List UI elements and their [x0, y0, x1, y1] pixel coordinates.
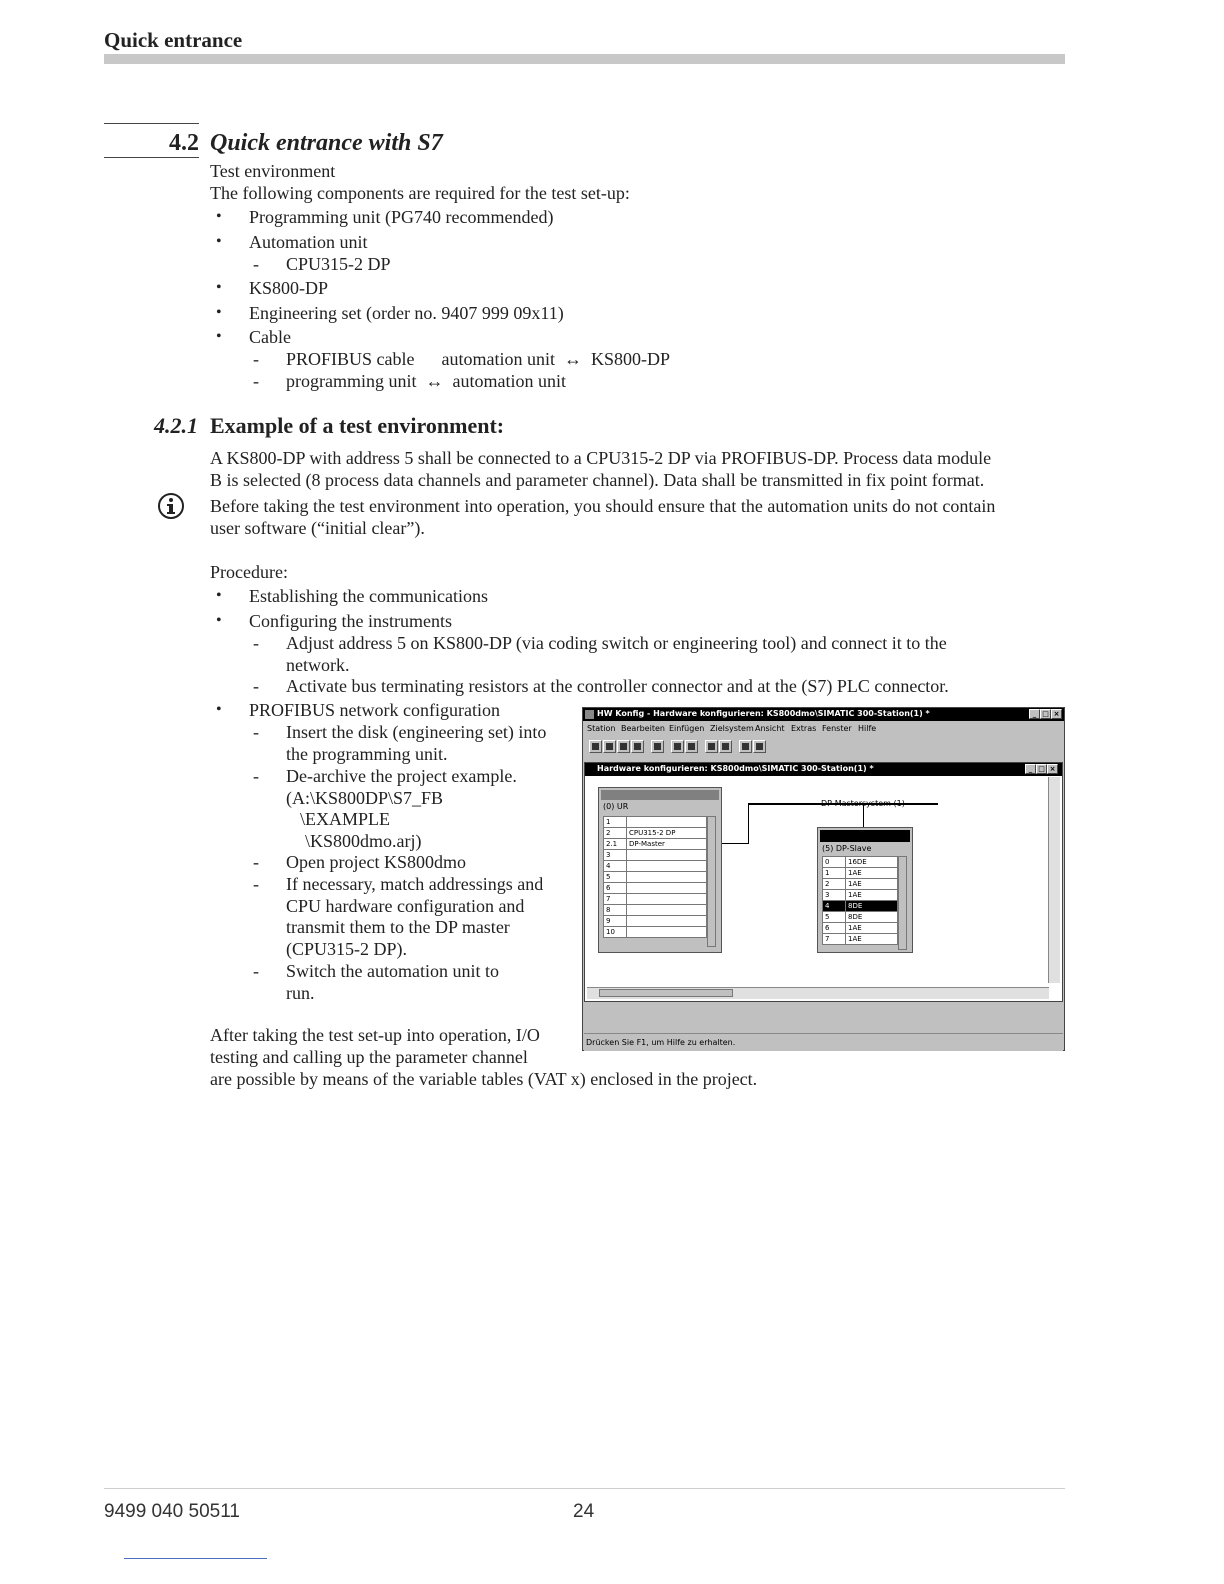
- subwindow-title: Hardware konfigurieren: KS800dmo\SIMATIC 300-Station(1) *: [597, 764, 874, 773]
- table-row: [604, 839, 707, 850]
- intro-line-1: Test environment: [210, 161, 336, 181]
- minimize-icon: _: [1025, 764, 1036, 774]
- slot-cell: 9: [604, 916, 627, 927]
- save-compile-icon: [617, 740, 630, 753]
- copy-icon: [671, 740, 684, 753]
- module-cell: [627, 905, 707, 916]
- slot-cell: 2.1: [604, 839, 627, 850]
- maximize-icon: □: [1036, 764, 1047, 774]
- menu-ansicht: Ansicht: [755, 724, 785, 733]
- list-item: KS800-DP: [249, 278, 329, 298]
- connector-line: [748, 803, 749, 844]
- page-number: 24: [573, 1501, 595, 1522]
- upload-icon: [719, 740, 732, 753]
- example-text-line: B is selected (8 process data channels and parameter channel). Data shall be transmitted in fix point format.: [210, 470, 985, 490]
- sub-list-item: If necessary, match addressings and: [286, 874, 544, 894]
- list-item: Establishing the communications: [249, 586, 488, 606]
- hw-config-screenshot: [582, 707, 1065, 1051]
- menu-bar: [583, 721, 1064, 736]
- list-item: PROFIBUS network configuration: [249, 700, 500, 720]
- save-icon: [631, 740, 644, 753]
- section-rule-bottom: [104, 157, 199, 158]
- subsection-number: 4.2.1: [154, 413, 198, 438]
- sub-list-item: (CPU315-2 DP).: [286, 939, 408, 959]
- list-item: Cable: [249, 327, 291, 347]
- section-rule-top: [104, 123, 199, 124]
- dash-icon: -: [253, 961, 259, 981]
- window-titlebar: [583, 708, 1064, 721]
- slot-cell: 6: [604, 883, 627, 894]
- slot-cell: 4: [823, 901, 846, 912]
- dash-icon: -: [253, 371, 259, 391]
- config-subwindow: [584, 762, 1063, 1002]
- module-cell: [627, 927, 707, 938]
- table-row: [604, 905, 707, 916]
- rack-label: (0) UR: [603, 802, 629, 811]
- module-cell: [627, 850, 707, 861]
- module-cell: 1AE: [846, 923, 898, 934]
- table-row: [604, 872, 707, 883]
- slot-cell: 7: [604, 894, 627, 905]
- module-cell: 1AE: [846, 934, 898, 945]
- subwindow-titlebar: [585, 763, 1062, 776]
- list-item: Programming unit (PG740 recommended): [249, 207, 554, 227]
- slot-cell: 1: [604, 817, 627, 828]
- rack-header: [601, 790, 719, 800]
- minimize-icon: _: [1029, 709, 1040, 719]
- sub-list-item: the programming unit.: [286, 744, 448, 764]
- list-item: Engineering set (order no. 9407 999 09x11): [249, 303, 564, 323]
- help-icon: [753, 740, 766, 753]
- slave-table: [822, 856, 898, 945]
- bullet-icon: •: [216, 208, 222, 225]
- rack-panel: [598, 787, 722, 953]
- dash-icon: -: [253, 349, 259, 369]
- slot-cell: 10: [604, 927, 627, 938]
- intro-line-2: The following components are required for the test set-up:: [210, 183, 630, 203]
- footer-divider: [104, 1488, 1065, 1489]
- list-item: Configuring the instruments: [249, 611, 452, 631]
- paste-icon: [685, 740, 698, 753]
- dp-slave-panel: [817, 827, 913, 953]
- note-text-line: user software (“initial clear”).: [210, 518, 425, 538]
- table-row: [604, 850, 707, 861]
- sub-list-item: Insert the disk (engineering set) into: [286, 722, 547, 742]
- sub-list-item: programming unit ↔ automation unit: [286, 371, 566, 391]
- catalog-icon: [739, 740, 752, 753]
- close-icon: ×: [1051, 709, 1062, 719]
- new-icon: [589, 740, 602, 753]
- section-title: Quick entrance with S7: [210, 130, 443, 156]
- slot-cell: 5: [823, 912, 846, 923]
- bullet-icon: •: [216, 279, 222, 296]
- table-row: [604, 883, 707, 894]
- slot-cell: 4: [604, 861, 627, 872]
- dash-icon: -: [253, 722, 259, 742]
- slot-cell: 2: [823, 879, 846, 890]
- slave-header: [820, 830, 910, 842]
- bullet-icon: •: [216, 612, 222, 629]
- list-item: Automation unit: [249, 232, 368, 252]
- table-row: [823, 923, 898, 934]
- table-row: [823, 857, 898, 868]
- sub-list-item: (A:\KS800DP\S7_FB: [286, 788, 444, 808]
- table-row: [823, 879, 898, 890]
- module-cell: [627, 861, 707, 872]
- footer-rule: [124, 1558, 267, 1559]
- maximize-icon: □: [1040, 709, 1051, 719]
- table-row: [823, 912, 898, 923]
- sub-list-item: Switch the automation unit to: [286, 961, 499, 981]
- slot-cell: 8: [604, 905, 627, 916]
- module-cell: [627, 817, 707, 828]
- table-row: [604, 894, 707, 905]
- closing-text-line: are possible by means of the variable tables (VAT x) enclosed in the project.: [210, 1069, 758, 1089]
- bullet-icon: •: [216, 304, 222, 321]
- section-number: 4.2: [169, 130, 199, 156]
- slot-cell: 0: [823, 857, 846, 868]
- sub-list-item: \KS800dmo.arj): [305, 831, 422, 851]
- bullet-icon: •: [216, 701, 222, 718]
- rack-table: [603, 816, 707, 938]
- status-bar: [584, 1033, 1063, 1051]
- menu-fenster: Fenster: [822, 724, 852, 733]
- sub-list-item: CPU hardware configuration and: [286, 896, 525, 916]
- table-row: [823, 934, 898, 945]
- app-icon: [585, 710, 594, 719]
- sub-list-item: CPU315-2 DP: [286, 254, 391, 274]
- menu-hilfe: Hilfe: [858, 724, 877, 733]
- table-row: [604, 817, 707, 828]
- module-cell: 1AE: [846, 879, 898, 890]
- menu-einfuegen: Einfügen: [669, 724, 705, 733]
- table-row: [604, 916, 707, 927]
- slot-cell: 3: [823, 890, 846, 901]
- sub-list-item: \EXAMPLE: [300, 809, 390, 829]
- dp-mastersystem-label: DP-Mastersystem (1): [821, 799, 905, 808]
- menu-station: Station: [587, 724, 616, 733]
- document-number: 9499 040 50511: [104, 1501, 240, 1522]
- sub-list-item: Open project KS800dmo: [286, 852, 466, 872]
- slot-cell: 6: [823, 923, 846, 934]
- connector-line: [722, 843, 748, 844]
- module-cell: CPU315-2 DP: [627, 828, 707, 839]
- dash-icon: -: [253, 766, 259, 786]
- procedure-label: Procedure:: [210, 562, 288, 582]
- vertical-scrollbar: [1048, 777, 1060, 983]
- dash-icon: -: [253, 633, 259, 653]
- horizontal-scrollbar: [587, 987, 1049, 999]
- table-row: [604, 828, 707, 839]
- module-cell: 8DE: [846, 901, 898, 912]
- slot-cell: 3: [604, 850, 627, 861]
- scroll-thumb: [599, 989, 733, 997]
- module-cell: 8DE: [846, 912, 898, 923]
- sub-list-item: transmit them to the DP master: [286, 917, 510, 937]
- window-title: HW Konfig - Hardware konfigurieren: KS800dmo\SIMATIC 300-Station(1) *: [597, 709, 930, 718]
- menu-zielsystem: Zielsystem: [710, 724, 754, 733]
- module-cell: [627, 872, 707, 883]
- page-header-title: Quick entrance: [104, 28, 243, 52]
- sub-list-item: PROFIBUS cable automation unit ↔ KS800-DP: [286, 349, 671, 369]
- toolbar: [583, 738, 1064, 756]
- slave-label: (5) DP-Slave: [822, 844, 872, 853]
- table-row: [823, 901, 898, 912]
- bullet-icon: •: [216, 587, 222, 604]
- download-icon: [705, 740, 718, 753]
- close-icon: ×: [1047, 764, 1058, 774]
- sub-list-item: Adjust address 5 on KS800-DP (via coding switch or engineering tool) and connect it to the: [286, 633, 947, 653]
- rack-scrollbar: [707, 816, 716, 947]
- table-row: [604, 927, 707, 938]
- header-divider: [104, 54, 1065, 64]
- closing-text-line: After taking the test set-up into operation, I/O: [210, 1025, 540, 1045]
- module-cell: [627, 916, 707, 927]
- table-row: [823, 868, 898, 879]
- slot-cell: 7: [823, 934, 846, 945]
- module-cell: 1AE: [846, 890, 898, 901]
- dash-icon: -: [253, 852, 259, 872]
- sub-list-item: Activate bus terminating resistors at the controller connector and at the (S7) PLC connector.: [286, 676, 949, 696]
- slave-scrollbar: [898, 856, 907, 950]
- slot-cell: 1: [823, 868, 846, 879]
- slot-cell: 2: [604, 828, 627, 839]
- sub-list-item: De-archive the project example.: [286, 766, 517, 786]
- dash-icon: -: [253, 676, 259, 696]
- dash-icon: -: [253, 254, 259, 274]
- table-row: [823, 890, 898, 901]
- open-icon: [603, 740, 616, 753]
- sub-list-item: network.: [286, 655, 350, 675]
- bullet-icon: •: [216, 328, 222, 345]
- menu-extras: Extras: [791, 724, 817, 733]
- bullet-icon: •: [216, 233, 222, 250]
- module-cell: 1AE: [846, 868, 898, 879]
- slot-cell: 5: [604, 872, 627, 883]
- example-text-line: A KS800-DP with address 5 shall be connected to a CPU315-2 DP via PROFIBUS-DP. Process data module: [210, 448, 992, 468]
- dash-icon: -: [253, 874, 259, 894]
- menu-bearbeiten: Bearbeiten: [621, 724, 665, 733]
- module-cell: [627, 883, 707, 894]
- status-text: Drücken Sie F1, um Hilfe zu erhalten.: [586, 1038, 736, 1047]
- module-cell: [627, 894, 707, 905]
- closing-text-line: testing and calling up the parameter channel: [210, 1047, 528, 1067]
- print-icon: [651, 740, 664, 753]
- subsection-title: Example of a test environment:: [210, 413, 505, 438]
- table-row: [604, 861, 707, 872]
- note-text-line: Before taking the test environment into operation, you should ensure that the automation units do not contain: [210, 496, 996, 516]
- module-cell: DP-Master: [627, 839, 707, 850]
- sub-list-item: run.: [286, 983, 315, 1003]
- info-icon: [157, 492, 185, 520]
- module-cell: 16DE: [846, 857, 898, 868]
